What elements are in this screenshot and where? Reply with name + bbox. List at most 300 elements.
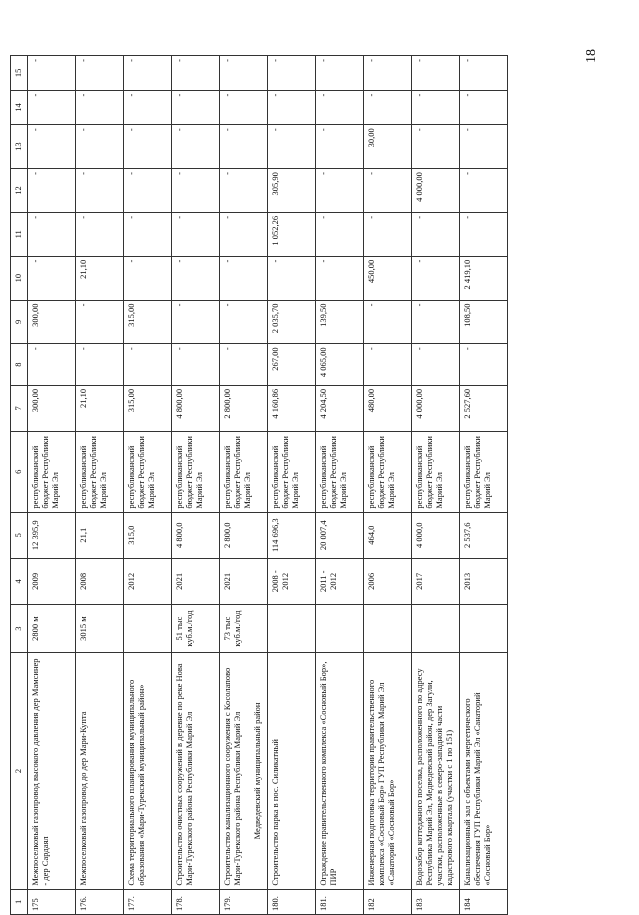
row-y2011	[220, 212, 268, 256]
row-number-text: 182	[366, 898, 376, 911]
row-y2013-text: 30,00	[366, 128, 376, 148]
row-y2008	[76, 344, 124, 386]
row-y2015	[268, 56, 316, 91]
investment-projects-table	[10, 55, 508, 915]
row-name	[316, 653, 364, 889]
header-col-4: 4	[11, 558, 28, 604]
row-y2014	[28, 90, 76, 125]
row-y2015-text: -	[126, 59, 136, 62]
row-y2010-text: -	[270, 259, 280, 263]
row-cost	[172, 512, 220, 558]
row-y2015	[364, 56, 412, 91]
row-y2012-text: -	[174, 172, 184, 175]
row-y2009-text: 315,00	[126, 303, 136, 327]
header-col-9: 9	[11, 300, 28, 344]
row-name	[76, 653, 124, 889]
row-y2010	[460, 256, 508, 300]
row-y2011	[412, 212, 460, 256]
table-row	[28, 56, 76, 915]
row-years	[412, 558, 460, 604]
row-y2013-text: -	[126, 128, 136, 132]
row-years	[364, 558, 412, 604]
row-number	[28, 889, 76, 914]
table-header	[11, 56, 28, 915]
row-capacity-text: 51 тыс куб.м./год	[174, 610, 195, 647]
row-total	[76, 385, 124, 431]
row-y2011	[28, 212, 76, 256]
row-y2009	[364, 300, 412, 344]
row-number-text: 175	[30, 898, 40, 911]
row-y2008	[220, 344, 268, 386]
row-capacity	[172, 604, 220, 652]
row-number-text: 178.	[174, 896, 184, 911]
row-y2012	[172, 169, 220, 213]
header-col-13: 13	[11, 125, 28, 169]
row-y2012-text: -	[30, 172, 40, 175]
row-name-text: Строительство очистных сооружений в деревне по реке Нова Мари-Турекского района Республики Марий Эл	[174, 663, 195, 886]
row-total-text: 4 204,50	[318, 388, 328, 419]
row-years	[316, 558, 364, 604]
row-cost-text: 4 800,0	[174, 522, 184, 548]
row-name	[460, 653, 508, 889]
row-y2013-text: -	[30, 128, 40, 132]
row-name-text: Межпоселковый газопровод до дер Мари-Купта	[78, 711, 88, 886]
row-capacity	[268, 604, 316, 652]
row-y2008-text: -	[126, 347, 136, 351]
row-y2009	[124, 300, 172, 344]
row-cost-text: 2 537,6	[462, 522, 472, 548]
row-y2015	[412, 56, 460, 91]
row-capacity	[364, 604, 412, 652]
row-cost	[364, 512, 412, 558]
row-funding-source	[268, 431, 316, 512]
row-y2010-text: -	[126, 259, 136, 263]
row-y2011	[316, 212, 364, 256]
row-y2008	[316, 344, 364, 386]
row-funding-source	[412, 431, 460, 512]
row-capacity	[76, 604, 124, 652]
row-cost	[316, 512, 364, 558]
row-y2012	[364, 169, 412, 213]
row-number	[124, 889, 172, 914]
row-funding-source	[220, 431, 268, 512]
row-total-text: 2 800,00	[222, 388, 232, 419]
row-cost-text: 21,1	[78, 527, 88, 543]
row-y2009-text: -	[414, 303, 424, 307]
row-total	[460, 385, 508, 431]
row-y2015-text: -	[414, 59, 424, 62]
row-y2015	[460, 56, 508, 91]
row-years	[460, 558, 508, 604]
row-number-text: 184	[462, 898, 472, 911]
row-y2008	[268, 344, 316, 386]
row-y2011	[460, 212, 508, 256]
row-y2014	[412, 90, 460, 125]
row-name-text: Строительство парка в пос. Силикатный	[270, 739, 280, 886]
row-cost-text: 315,0	[126, 525, 136, 545]
row-y2008-text: -	[78, 347, 88, 351]
row-y2009	[28, 300, 76, 344]
row-y2011-text: -	[366, 215, 376, 219]
row-y2008-text: 4 065,00	[318, 347, 328, 378]
row-years-text: 2006	[366, 572, 376, 590]
row-y2009	[76, 300, 124, 344]
row-y2011	[268, 212, 316, 256]
row-y2014-text: -	[222, 93, 232, 97]
row-name	[364, 653, 412, 889]
row-y2010	[268, 256, 316, 300]
row-y2013	[76, 125, 124, 169]
row-y2009-text: -	[222, 303, 232, 307]
row-total-text: 2 527,60	[462, 388, 472, 419]
row-funding-source	[28, 431, 76, 512]
row-y2014-text: -	[174, 93, 184, 97]
row-y2010-text: -	[174, 259, 184, 263]
row-y2012	[412, 169, 460, 213]
row-y2008-text: -	[462, 347, 472, 351]
row-y2014-text: -	[126, 93, 136, 97]
row-funding-source-text: республиканский бюджет Республики Марий Эл	[318, 436, 349, 509]
row-y2015-text: -	[462, 59, 472, 62]
row-total-text: 300,00	[30, 388, 40, 413]
row-y2008-text: 267,00	[270, 347, 280, 371]
row-y2008	[28, 344, 76, 386]
row-total-text: 4 000,00	[414, 388, 424, 419]
row-cost	[28, 512, 76, 558]
row-y2009	[316, 300, 364, 344]
row-y2013-text: -	[462, 128, 472, 132]
row-years-text: 2009	[30, 572, 40, 590]
row-y2014-text: -	[462, 93, 472, 97]
row-funding-source-text: республиканский бюджет Республики Марий Эл	[126, 436, 157, 509]
row-total	[412, 385, 460, 431]
row-y2013-text: -	[78, 128, 88, 132]
row-y2012-text: -	[318, 172, 328, 175]
row-name	[172, 653, 220, 889]
row-y2015	[172, 56, 220, 91]
row-y2012	[76, 169, 124, 213]
row-y2015-text: -	[270, 59, 280, 62]
row-y2010-text: -	[414, 259, 424, 263]
row-total-text: 4 160,86	[270, 388, 280, 419]
row-total	[364, 385, 412, 431]
row-name-text: Ограждение правительственного комплекса «Сосновый Бор», ПИР	[318, 661, 339, 886]
table-row	[172, 56, 220, 915]
table-row	[76, 56, 124, 915]
row-years	[124, 558, 172, 604]
row-capacity	[124, 604, 172, 652]
row-number-text: 181.	[318, 896, 328, 911]
row-cost-text: 2 800,0	[222, 522, 232, 548]
row-y2013	[268, 125, 316, 169]
header-col-3: 3	[11, 604, 28, 652]
row-name-text: Инженерная подготовка территории правительственного комплекса «Сосновый Бор» ГУП Республики Марий Эл «Санаторий «Сосновый Бор»	[366, 679, 397, 886]
row-y2011-text: -	[222, 215, 232, 219]
row-y2014-text: -	[318, 93, 328, 97]
header-col-6: 6	[11, 431, 28, 512]
row-number	[220, 889, 268, 914]
row-y2014	[316, 90, 364, 125]
row-y2010	[76, 256, 124, 300]
row-y2008	[460, 344, 508, 386]
row-y2015	[124, 56, 172, 91]
header-col-14: 14	[11, 90, 28, 125]
row-number	[364, 889, 412, 914]
header-col-11: 11	[11, 212, 28, 256]
row-funding-source-text: республиканский бюджет Республики Марий Эл	[30, 436, 61, 509]
row-y2011-text: -	[30, 215, 40, 219]
table-row	[268, 56, 316, 915]
row-y2013-text: -	[414, 128, 424, 132]
row-y2008	[364, 344, 412, 386]
row-funding-source	[172, 431, 220, 512]
row-y2008-text: -	[174, 347, 184, 351]
row-capacity-text: 2800 м	[30, 616, 40, 641]
row-cost	[220, 512, 268, 558]
row-y2013-text: -	[270, 128, 280, 132]
page-number: 18	[584, 49, 599, 63]
row-years	[220, 558, 268, 604]
row-y2010	[124, 256, 172, 300]
row-y2013	[28, 125, 76, 169]
row-y2014	[268, 90, 316, 125]
row-name-text: Строительство канализационного сооружения с Косолапово Мари-Турекского района Республики Марий Эл	[222, 667, 243, 886]
row-funding-source-text: республиканский бюджет Республики Марий Эл	[78, 436, 109, 509]
row-name	[412, 653, 460, 889]
row-number	[460, 889, 508, 914]
table-body	[28, 56, 508, 915]
table-row	[460, 56, 508, 915]
row-number	[316, 889, 364, 914]
row-y2015-text: -	[174, 59, 184, 62]
row-y2011-text: -	[78, 215, 88, 219]
row-funding-source-text: республиканский бюджет Республики Марий Эл	[462, 436, 493, 509]
row-y2012-text: -	[462, 172, 472, 175]
row-total	[172, 385, 220, 431]
row-y2013-text: -	[174, 128, 184, 132]
row-name-text: Водозабор коттеджного поселка, расположенного по адресу Республика Марий Эл, Медведевский район, дер Загули, участки, расположенные в северо-западной части кадастрового квартала (участки с 1 по 151)	[414, 668, 455, 886]
row-number-text: 179.	[222, 896, 232, 911]
row-years	[268, 558, 316, 604]
row-y2013	[220, 125, 268, 169]
row-number	[172, 889, 220, 914]
row-years	[76, 558, 124, 604]
table-row	[124, 56, 172, 915]
row-y2011-text: -	[462, 215, 472, 219]
row-cost-text: 114 696,3	[270, 518, 280, 553]
row-y2010	[220, 256, 268, 300]
row-cost	[412, 512, 460, 558]
table-container	[10, 55, 600, 915]
row-funding-source	[76, 431, 124, 512]
row-total	[316, 385, 364, 431]
row-y2015-text: -	[318, 59, 328, 62]
row-y2014-text: -	[414, 93, 424, 97]
header-col-10: 10	[11, 256, 28, 300]
row-y2010-text: 21,10	[78, 259, 88, 279]
row-funding-source	[124, 431, 172, 512]
row-y2011	[172, 212, 220, 256]
row-y2011-text: -	[414, 215, 424, 219]
row-total-text: 4 800,00	[174, 388, 184, 419]
row-cost	[124, 512, 172, 558]
row-y2012-text: -	[222, 172, 232, 175]
row-cost-text: 12 395,9	[30, 520, 40, 551]
row-funding-source-text: республиканский бюджет Республики Марий Эл	[270, 436, 301, 509]
row-capacity	[412, 604, 460, 652]
section-heading: Медведевский муниципальный район	[252, 702, 263, 840]
row-y2009-text: 2 035,70	[270, 303, 280, 334]
row-y2014	[124, 90, 172, 125]
row-cost	[76, 512, 124, 558]
row-cost	[460, 512, 508, 558]
row-y2012	[316, 169, 364, 213]
row-y2012-text: 4 000,00	[414, 172, 424, 202]
row-y2014-text: -	[270, 93, 280, 97]
row-y2014	[172, 90, 220, 125]
row-y2013	[124, 125, 172, 169]
header-col-2: 2	[11, 653, 28, 889]
header-row	[11, 56, 28, 915]
row-y2013	[412, 125, 460, 169]
row-number	[268, 889, 316, 914]
table-row	[364, 56, 412, 915]
header-col-8: 8	[11, 344, 28, 386]
row-years	[172, 558, 220, 604]
row-y2009	[172, 300, 220, 344]
row-y2008-text: -	[366, 347, 376, 351]
row-y2014-text: -	[30, 93, 40, 97]
row-y2010-text: -	[222, 259, 232, 263]
row-total	[124, 385, 172, 431]
row-years-text: 2012	[126, 572, 136, 590]
row-name	[28, 653, 76, 889]
row-name-text: Схема территориального планирования муниципального образования «Мари-Турекский муниципальный район»	[126, 679, 147, 886]
header-col-12: 12	[11, 169, 28, 213]
row-total-text: 480,00	[366, 388, 376, 413]
row-total-text: 21,10	[78, 388, 88, 408]
row-y2011	[364, 212, 412, 256]
row-y2012-text: -	[126, 172, 136, 175]
row-y2008	[172, 344, 220, 386]
row-name-text: Канализационный зал с объектами энергетического обеспечения ГУП Республики Марий Эл «Санаторий «Сосновый Бор»	[462, 692, 493, 886]
row-funding-source-text: республиканский бюджет Республики Марий Эл	[414, 436, 445, 509]
row-number-text: 176.	[78, 896, 88, 911]
row-y2009	[220, 300, 268, 344]
row-y2013	[316, 125, 364, 169]
row-y2010-text: -	[318, 259, 328, 263]
row-y2014	[76, 90, 124, 125]
row-number	[412, 889, 460, 914]
row-y2013-text: -	[318, 128, 328, 132]
row-y2011	[124, 212, 172, 256]
row-y2010	[28, 256, 76, 300]
row-y2012	[460, 169, 508, 213]
row-y2015-text: -	[366, 59, 376, 62]
row-total	[220, 385, 268, 431]
row-name-text: Межпоселковый газопровод высокого давления дер Мамсинер - дер Сардаял	[30, 658, 51, 886]
row-capacity	[28, 604, 76, 652]
row-y2014	[460, 90, 508, 125]
row-y2010-text: 450,00	[366, 259, 376, 284]
row-total-text: 315,00	[126, 388, 136, 413]
row-funding-source-text: республиканский бюджет Республики Марий Эл	[222, 436, 253, 509]
row-y2010-text: 2 419,10	[462, 259, 472, 290]
row-capacity-text: 3015 м	[78, 616, 88, 641]
row-y2013-text: -	[222, 128, 232, 132]
row-number-text: 177.	[126, 896, 136, 911]
table-row	[220, 56, 268, 915]
row-y2012	[220, 169, 268, 213]
row-name	[124, 653, 172, 889]
row-y2011-text: 1 052,26	[270, 215, 280, 246]
row-y2014	[364, 90, 412, 125]
row-y2009-text: -	[78, 303, 88, 307]
row-y2012	[268, 169, 316, 213]
row-cost	[268, 512, 316, 558]
row-cost-text: 464,0	[366, 525, 376, 545]
row-y2009-text: -	[174, 303, 184, 307]
row-number	[76, 889, 124, 914]
row-funding-source-text: республиканский бюджет Республики Марий Эл	[174, 436, 205, 509]
row-years-text: 2021	[174, 572, 184, 590]
row-y2009	[412, 300, 460, 344]
row-y2012	[28, 169, 76, 213]
row-years-text: 2008 - 2012	[270, 570, 291, 593]
row-years-text: 2011 - 2012	[318, 570, 339, 593]
row-total	[28, 385, 76, 431]
row-capacity	[316, 604, 364, 652]
row-cost-text: 4 000,0	[414, 522, 424, 548]
row-y2012-text: -	[78, 172, 88, 175]
row-y2015	[28, 56, 76, 91]
row-y2009-text: 108,50	[462, 303, 472, 327]
row-number-text: 180.	[270, 896, 280, 911]
row-y2015	[220, 56, 268, 91]
row-y2011-text: -	[318, 215, 328, 219]
row-y2009-text: 300,00	[30, 303, 40, 327]
row-name	[220, 653, 268, 889]
header-col-15: 15	[11, 56, 28, 91]
row-y2010	[364, 256, 412, 300]
row-y2009	[460, 300, 508, 344]
row-capacity	[460, 604, 508, 652]
row-y2014	[220, 90, 268, 125]
row-y2012-text: 305,90	[270, 172, 280, 196]
row-y2015-text: -	[78, 59, 88, 62]
header-col-7: 7	[11, 385, 28, 431]
row-years-text: 2021	[222, 572, 232, 590]
row-y2015	[76, 56, 124, 91]
row-years	[28, 558, 76, 604]
row-y2008	[124, 344, 172, 386]
row-cost-text: 20 007,4	[318, 520, 328, 551]
row-y2012	[124, 169, 172, 213]
row-y2015	[316, 56, 364, 91]
row-y2010	[412, 256, 460, 300]
row-years-text: 2017	[414, 572, 424, 590]
row-funding-source	[364, 431, 412, 512]
row-y2008-text: -	[414, 347, 424, 351]
table-row	[316, 56, 364, 915]
row-funding-source-text: республиканский бюджет Республики Марий Эл	[366, 436, 397, 509]
row-y2012-text: -	[366, 172, 376, 175]
header-col-5: 5	[11, 512, 28, 558]
row-years-text: 2013	[462, 572, 472, 590]
row-y2013	[364, 125, 412, 169]
row-y2010	[316, 256, 364, 300]
row-y2009-text: 139,50	[318, 303, 328, 327]
